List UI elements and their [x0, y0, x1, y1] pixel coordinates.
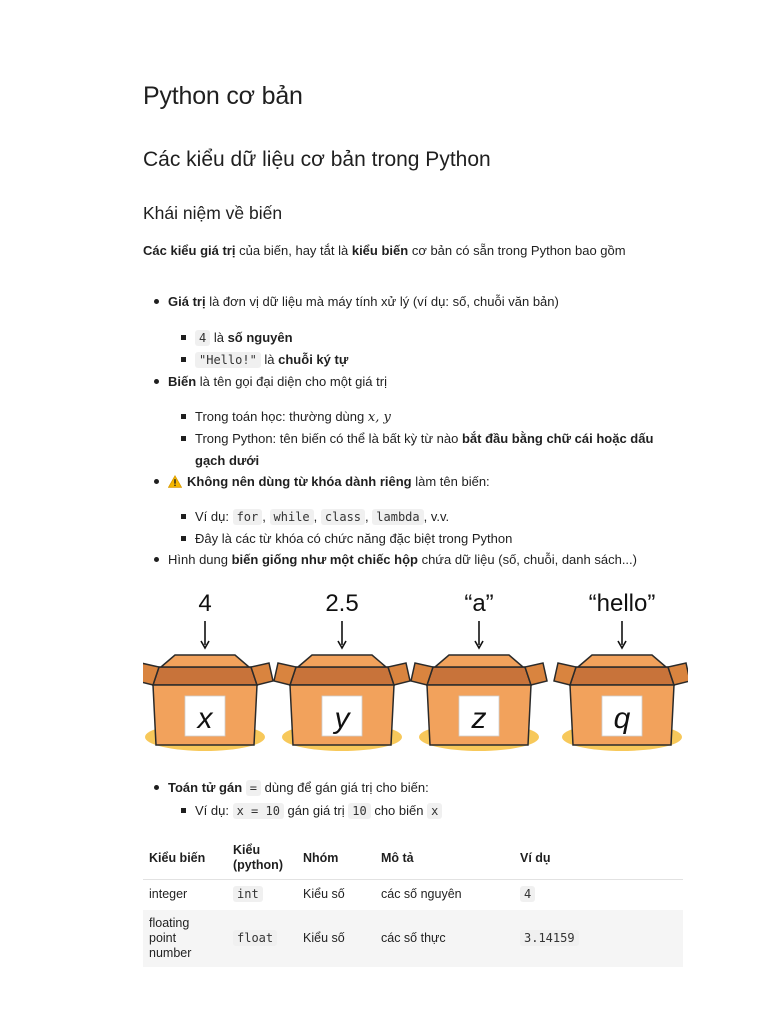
- bold-text: Biến: [168, 374, 197, 389]
- list-item-var-sub2-cont: gạch dưới: [195, 453, 260, 468]
- bullet-dot: [154, 379, 159, 384]
- item-text: làm tên biến:: [411, 474, 490, 489]
- list-item-reserved: [168, 471, 490, 492]
- item-text: cho biến: [370, 803, 428, 818]
- bold-text: bắt đầu bằng chữ cái hoặc dấu: [461, 431, 654, 446]
- list-item-assign-sub: [195, 800, 442, 822]
- box-value-label: “hello”: [588, 590, 656, 617]
- inline-code: int: [233, 886, 263, 902]
- bullet-dot: [154, 479, 159, 484]
- inline-code: while: [270, 509, 314, 525]
- table-cell: [227, 880, 297, 910]
- table-cell: Kiểu số: [303, 887, 345, 902]
- variable-box: [274, 590, 410, 751]
- item-text: là: [260, 352, 279, 367]
- list-item-value-sub2: [195, 349, 348, 371]
- item-text: là đơn vị dữ liệu mà máy tính xử lý (ví dụ: số, chuỗi văn bản): [205, 294, 559, 309]
- bullet-dot: [154, 785, 159, 790]
- data-types-table: [143, 837, 683, 967]
- list-item-reserved-sub2: Đây là các từ khóa có chức năng đặc biệt trong Python: [195, 531, 513, 546]
- column-header: Mô tả: [375, 837, 514, 880]
- item-text: Trong Python: tên biến có thể là bất kỳ từ nào: [195, 431, 462, 446]
- box-opening: [153, 667, 257, 685]
- item-text: chứa dữ liệu (số, chuỗi, danh sách...): [417, 552, 637, 567]
- list-item-var-sub1: [195, 406, 391, 428]
- table-cell: integer: [149, 887, 188, 902]
- bullet-dot: [154, 299, 159, 304]
- table-cell: [227, 910, 297, 967]
- bullet-square: [181, 335, 186, 340]
- inline-code: 4: [520, 886, 535, 902]
- item-text: Ví dụ:: [195, 509, 233, 524]
- column-header: Nhóm: [297, 837, 375, 880]
- box-variable-name: y: [334, 702, 350, 735]
- table-cell: các số nguyên: [381, 887, 462, 902]
- bold-text: Giá trị: [168, 294, 206, 309]
- box-value-label: 4: [198, 590, 212, 617]
- table-cell: các số thực: [375, 910, 514, 967]
- subsection-heading: Khái niệm về biến: [143, 203, 283, 223]
- box-value-label: “a”: [464, 590, 494, 617]
- box-variable-name: q: [613, 702, 631, 735]
- warning-icon: [168, 475, 182, 488]
- bold-text: Không nên dùng từ khóa dành riêng: [187, 474, 412, 489]
- table-header-row: [143, 837, 683, 880]
- intro-text-2: cơ bản có sẵn trong Python bao gồm: [408, 243, 626, 258]
- table-row: [143, 880, 683, 910]
- inline-code: 4: [195, 330, 210, 346]
- table-cell: floating point number: [143, 910, 227, 967]
- inline-code: x: [427, 803, 442, 819]
- list-item-var: [168, 371, 387, 392]
- bullet-square: [181, 357, 186, 362]
- box-flap-back: [578, 655, 666, 667]
- column-header: Kiểu biến: [143, 837, 227, 880]
- math-text: x, y: [367, 410, 391, 425]
- bullet-square: [181, 536, 186, 541]
- list-item-box: [168, 549, 637, 570]
- table-cell: [514, 910, 683, 967]
- list-item-assign: [168, 777, 429, 799]
- list-item-reserved-sub1: [195, 506, 449, 528]
- variable-box: [411, 590, 547, 751]
- separator: ,: [313, 509, 318, 524]
- inline-code: =: [246, 780, 261, 796]
- column-header: Kiểu (python): [227, 837, 297, 880]
- bold-text: số nguyên: [227, 330, 293, 345]
- box-opening: [570, 667, 674, 685]
- table-cell: [514, 880, 683, 910]
- item-text: Hình dung: [168, 552, 232, 567]
- bold-text: chuỗi ký tự: [278, 352, 349, 367]
- section-heading: Các kiểu dữ liệu cơ bản trong Python: [143, 148, 491, 171]
- intro-text-1: của biến, hay tắt là: [235, 243, 352, 258]
- inline-code: "Hello!": [195, 352, 261, 368]
- separator: ,: [262, 509, 266, 524]
- item-text: Trong toán học: thường dùng: [195, 409, 368, 424]
- intro-paragraph: [143, 240, 626, 261]
- intro-bold-2: kiểu biến: [351, 243, 409, 258]
- inline-code: 3.14159: [520, 930, 579, 946]
- item-text: , v.v.: [423, 509, 450, 524]
- box-opening: [427, 667, 531, 685]
- separator: ,: [365, 509, 369, 524]
- bullet-square: [181, 414, 186, 419]
- inline-code: class: [321, 509, 365, 525]
- box-variable-name: x: [197, 702, 213, 735]
- inline-code: float: [233, 930, 277, 946]
- item-text: dùng để gán giá trị cho biến:: [261, 780, 429, 795]
- list-item-value: [168, 291, 559, 312]
- intro-bold-1: Các kiểu giá trị: [143, 243, 236, 258]
- variable-boxes-illustration: [143, 585, 688, 760]
- list-item-var-sub2: [195, 428, 653, 449]
- table-cell: Kiểu số: [297, 910, 375, 967]
- bullet-square: [181, 436, 186, 441]
- bold-text: biến giống như một chiếc hộp: [231, 552, 418, 567]
- column-header: Ví dụ: [514, 837, 683, 880]
- box-flap-back: [298, 655, 386, 667]
- variable-box: [143, 590, 273, 751]
- inline-code: 10: [348, 803, 370, 819]
- bold-text: Toán tử gán: [168, 780, 243, 795]
- box-variable-name: z: [471, 702, 487, 735]
- table-row: [143, 910, 683, 967]
- box-opening: [290, 667, 394, 685]
- box-flap-back: [435, 655, 523, 667]
- box-value-label: 2.5: [325, 590, 359, 617]
- item-text: là: [210, 330, 228, 345]
- page-title: Python cơ bản: [143, 82, 303, 110]
- inline-code: x = 10: [233, 803, 284, 819]
- bullet-square: [181, 514, 186, 519]
- item-text: Ví dụ:: [195, 803, 233, 818]
- inline-code: for: [233, 509, 263, 525]
- bullet-dot: [154, 557, 159, 562]
- variable-box: [554, 590, 688, 751]
- item-text: gán giá trị: [283, 803, 349, 818]
- inline-code: lambda: [372, 509, 423, 525]
- item-text: là tên gọi đại diện cho một giá trị: [196, 374, 387, 389]
- box-flap-back: [161, 655, 249, 667]
- bullet-square: [181, 808, 186, 813]
- list-item-value-sub1: [195, 327, 293, 349]
